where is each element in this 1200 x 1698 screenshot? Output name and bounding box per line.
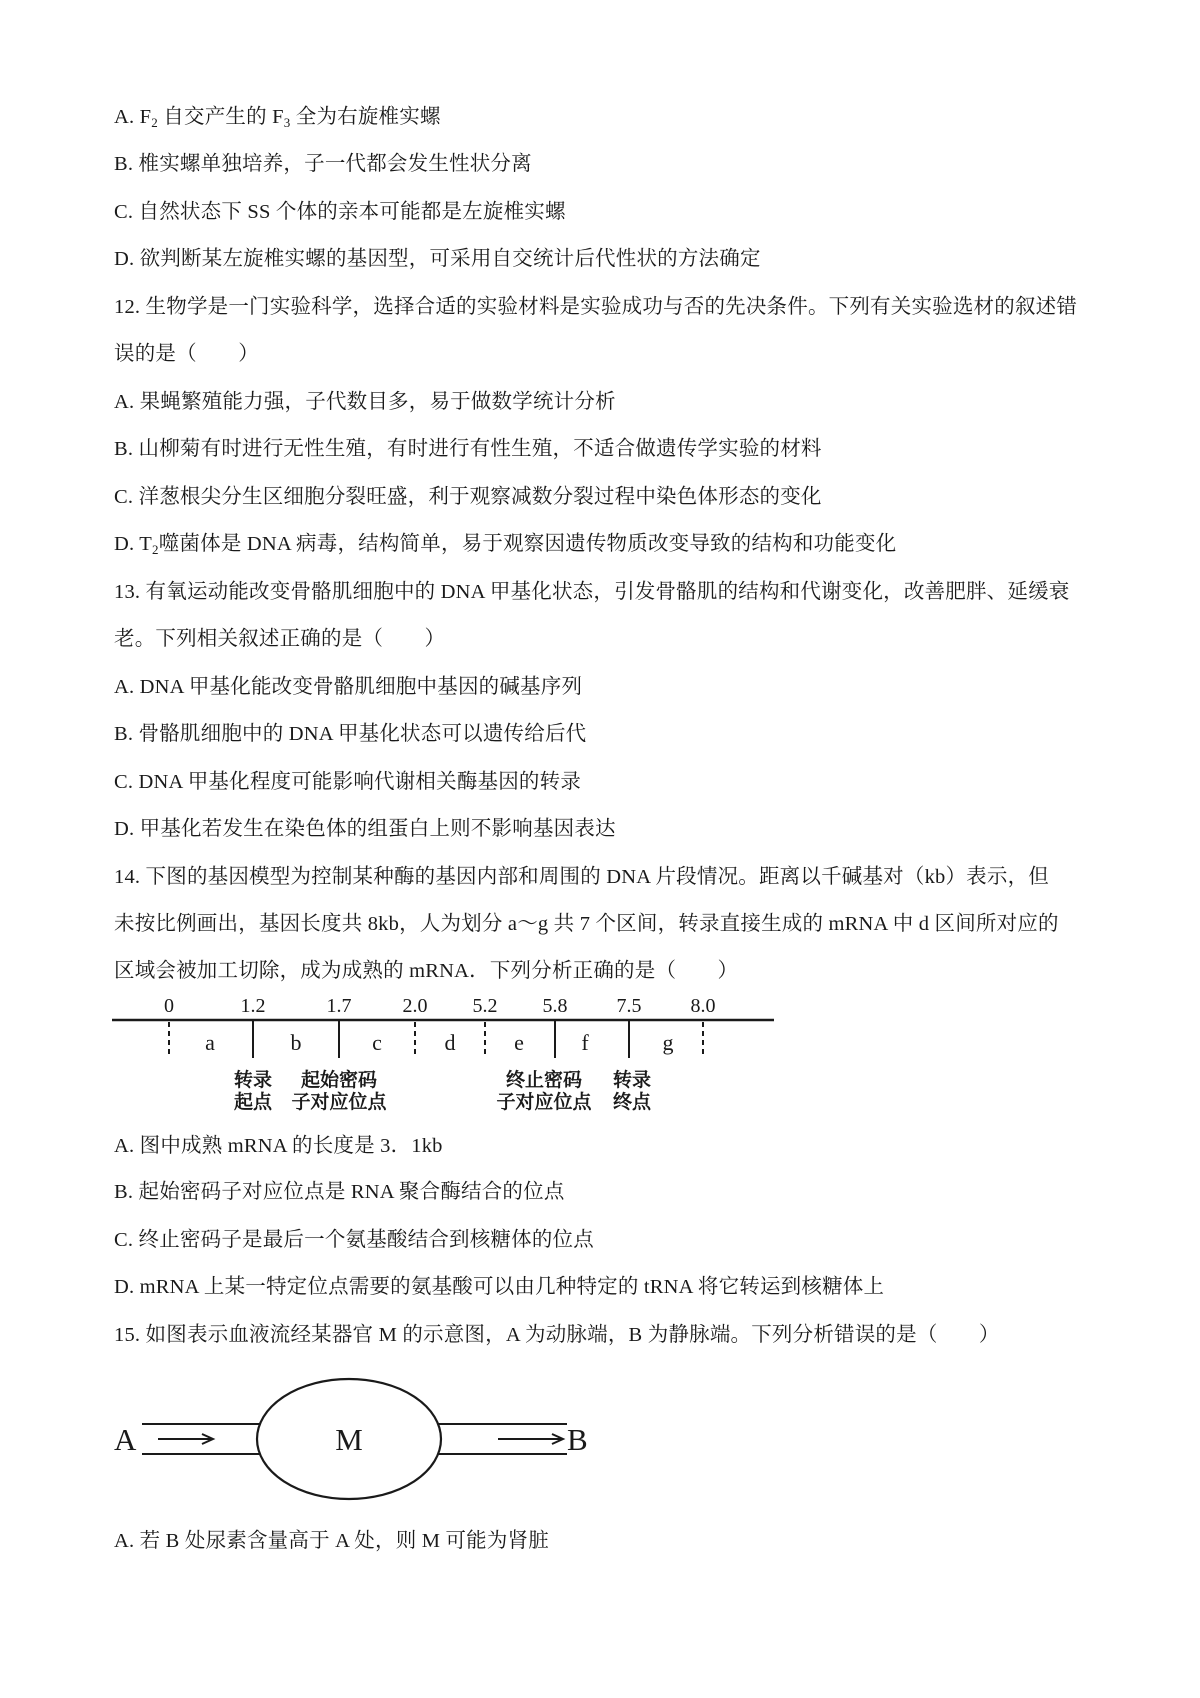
q12-option-b: B. 山柳菊有时进行无性生殖，有时进行有性生殖，不适合做遗传学实验的材料 <box>114 438 822 460</box>
q13-stem-line-1: 13. 有氧运动能改变骨骼肌细胞中的 DNA 甲基化状态，引发骨骼肌的结构和代谢变化，改善肥胖、延缓衰 <box>114 581 1070 603</box>
segment-label: e <box>514 1030 524 1055</box>
transcription-end-label-line-2: 终点 <box>612 1091 652 1113</box>
q11-option-a-text-1: A. F <box>114 106 152 128</box>
q14-option-c: C. 终止密码子是最后一个氨基酸结合到核糖体的位点 <box>114 1229 594 1251</box>
q12-option-a: A. 果蝇繁殖能力强，子代数目多，易于做数学统计分析 <box>114 391 616 413</box>
q11-option-c: C. 自然状态下 SS 个体的亲本可能都是左旋椎实螺 <box>114 201 566 223</box>
q15-stem: 15. 如图表示血液流经某器官 M 的示意图，A 为动脉端，B 为静脉端。下列分析错误的是（ ） <box>114 1324 1000 1346</box>
segment-label: b <box>290 1030 302 1055</box>
q14-stem-line-1: 14. 下图的基因模型为控制某种酶的基因内部和周围的 DNA 片段情况。距离以千碱基对（kb）表示，但 <box>114 866 1049 888</box>
q11-option-a <box>114 106 441 128</box>
arterial-end-label: A <box>114 1422 137 1457</box>
q15-option-a: A. 若 B 处尿素含量高于 A 处，则 M 可能为肾脏 <box>114 1530 549 1552</box>
q12-stem-line-1: 12. 生物学是一门实验科学，选择合适的实验材料是实验成功与否的先决条件。下列有关实验选材的叙述错 <box>114 296 1078 318</box>
segment-label: c <box>372 1030 382 1055</box>
segment-label: a <box>205 1030 215 1055</box>
position-label: 5.8 <box>542 995 568 1017</box>
q12-stem-line-2: 误的是（ ） <box>114 343 259 365</box>
q11-option-a-text-2: 自交产生的 F <box>157 106 284 128</box>
q13-option-a: A. DNA 甲基化能改变骨骼肌细胞中基因的碱基序列 <box>114 676 583 698</box>
organ-label: M <box>335 1422 363 1457</box>
q14-option-d: D. mRNA 上某一特定位点需要的氨基酸可以由几种特定的 tRNA 将它转运到核糖体上 <box>114 1276 885 1298</box>
q14-stem-line-2: 未按比例画出，基因长度共 8kb，人为划分 a～g 共 7 个区间，转录直接生成的 mRNA 中 d 区间所对应的 <box>114 913 1059 935</box>
start-codon-label-line-1: 起始密码 <box>300 1069 378 1091</box>
q13-stem-line-2: 老。下列相关叙述正确的是（ ） <box>114 628 446 650</box>
q12-option-d <box>114 533 896 555</box>
q11-option-a-text-3: 全为右旋椎实螺 <box>290 106 441 128</box>
transcription-start-label-line-2: 起点 <box>233 1091 273 1113</box>
segment-label: f <box>581 1030 589 1055</box>
position-label: 0 <box>164 995 174 1017</box>
q14-option-a: A. 图中成熟 mRNA 的长度是 3．1kb <box>114 1135 443 1157</box>
segment-label: g <box>662 1030 674 1055</box>
segment-label: d <box>444 1030 456 1055</box>
position-label: 7.5 <box>616 995 642 1017</box>
q12-option-d-text-2: 噬菌体是 DNA 病毒，结构简单，易于观察因遗传物质改变导致的结构和功能变化 <box>158 533 897 555</box>
position-label: 8.0 <box>690 995 716 1017</box>
q11-option-a-subscript-2: 3 <box>283 115 291 130</box>
stop-codon-label-line-2: 子对应位点 <box>496 1091 592 1113</box>
q14-stem-line-3: 区域会被加工切除，成为成熟的 mRNA．下列分析正确的是（ ） <box>114 960 739 982</box>
q12-option-d-text-1: D. T <box>114 533 153 555</box>
q12-option-c: C. 洋葱根尖分生区细胞分裂旺盛，利于观察减数分裂过程中染色体形态的变化 <box>114 486 822 508</box>
transcription-end-label-line-1: 转录 <box>612 1069 652 1091</box>
q13-option-b: B. 骨骼肌细胞中的 DNA 甲基化状态可以遗传给后代 <box>114 723 587 745</box>
q11-option-a-subscript-1: 2 <box>151 115 158 130</box>
q11-option-b: B. 椎实螺单独培养，子一代都会发生性状分离 <box>114 153 532 175</box>
venous-end-label: B <box>567 1422 588 1457</box>
gene-model-diagram <box>0 994 800 1121</box>
position-label: 1.7 <box>326 995 352 1017</box>
q12-option-d-subscript: 2 <box>152 542 159 557</box>
transcription-start-label-line-1: 转录 <box>233 1069 273 1091</box>
start-codon-label-line-2: 子对应位点 <box>291 1091 387 1113</box>
position-label: 2.0 <box>402 995 428 1017</box>
position-label: 1.2 <box>240 995 266 1017</box>
blood-flow-diagram <box>0 1359 700 1517</box>
stop-codon-label-line-1: 终止密码 <box>505 1069 583 1091</box>
position-label: 5.2 <box>472 995 498 1017</box>
q14-option-b: B. 起始密码子对应位点是 RNA 聚合酶结合的位点 <box>114 1181 565 1203</box>
q13-option-c: C. DNA 甲基化程度可能影响代谢相关酶基因的转录 <box>114 771 582 793</box>
q11-option-d: D. 欲判断某左旋椎实螺的基因型，可采用自交统计后代性状的方法确定 <box>114 248 761 270</box>
q13-option-d: D. 甲基化若发生在染色体的组蛋白上则不影响基因表达 <box>114 818 616 840</box>
